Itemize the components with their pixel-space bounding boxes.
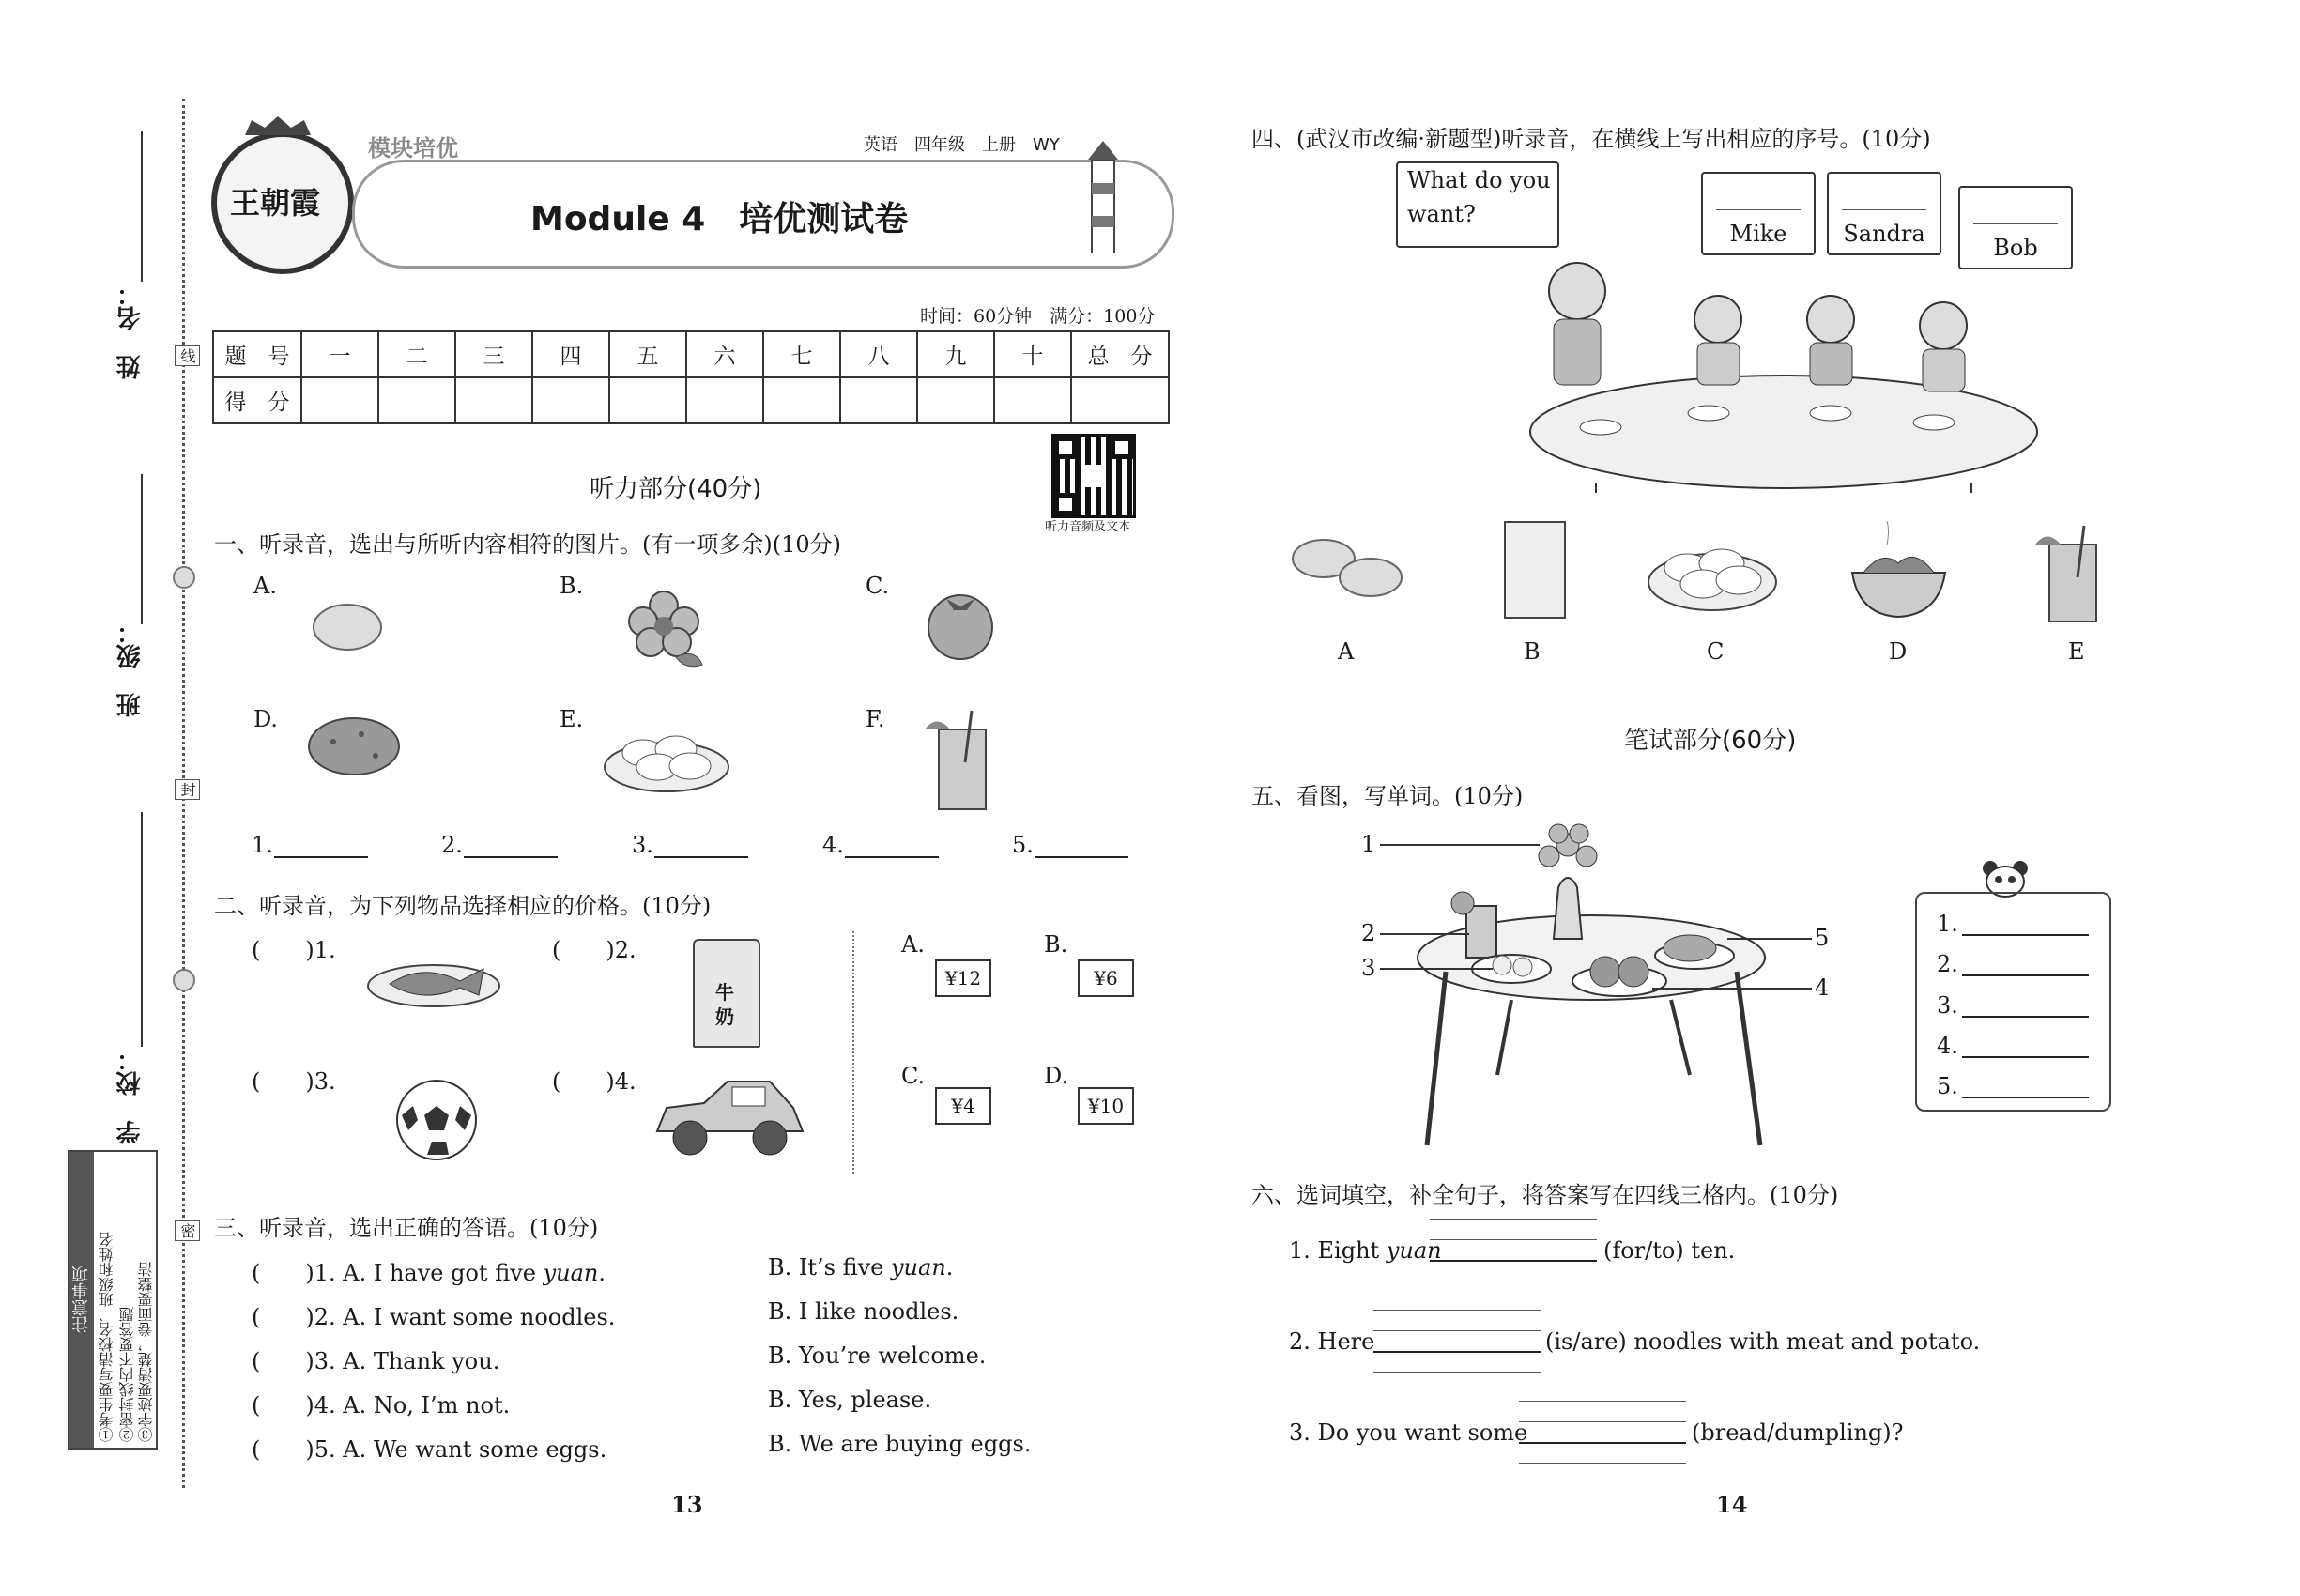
- q1-option-f: F.: [866, 706, 885, 732]
- four-line-grid: [1373, 1310, 1541, 1311]
- q2-title: 二、听录音，为下列物品选择相应的价格。(10分): [214, 893, 712, 919]
- school-field-label: 学 校：: [116, 1047, 145, 1144]
- name-mike: Mike: [1729, 221, 1787, 247]
- score-cell: 五: [609, 331, 686, 377]
- four-line-grid: [1519, 1463, 1686, 1464]
- four-line-grid: [1519, 1401, 1686, 1402]
- time-info: 时间：60分钟 满分：100分: [920, 306, 1156, 327]
- score-cell: 三: [455, 331, 532, 377]
- q3-row-5-a[interactable]: ( )5. A. We want some eggs.: [252, 1436, 607, 1463]
- score-cell: 总 分: [1071, 331, 1169, 377]
- qr-code[interactable]: [1051, 434, 1136, 518]
- score-cell: 四: [532, 331, 609, 377]
- q3-row-3-a[interactable]: ( )3. A. Thank you.: [252, 1348, 500, 1374]
- q1-option-c: C.: [866, 573, 890, 599]
- q1-answer-blank[interactable]: [1035, 856, 1128, 858]
- answer-blank[interactable]: [1962, 1056, 2089, 1058]
- q1-answer-blank[interactable]: [274, 856, 368, 858]
- toy-car-image: [648, 1070, 807, 1164]
- q1-blank-label: 4.: [822, 832, 844, 858]
- brand-logo: [211, 131, 354, 274]
- potato-image: [305, 714, 404, 779]
- q1-option-b: B.: [560, 573, 584, 599]
- page-number-right: 14: [1716, 1491, 1748, 1518]
- callout-line: [1727, 938, 1812, 940]
- q1-option-a: A.: [253, 573, 277, 599]
- notes-item: ①考生要写清校名、班级和姓名: [98, 1232, 115, 1442]
- writing-heading: 笔试部分(60分): [1624, 727, 1797, 755]
- pancake-image: [310, 601, 385, 652]
- score-table: [212, 330, 1170, 424]
- callout-3: 3: [1361, 955, 1376, 981]
- score-cell: 九: [917, 331, 994, 377]
- q6-sentence-1: 1. Eight yuan: [1289, 1237, 1442, 1264]
- logo-text: 王朝霞: [230, 185, 321, 221]
- callout-line: [1380, 933, 1469, 935]
- q1-blank-label: 3.: [632, 832, 653, 858]
- bubble-line: want?: [1407, 201, 1476, 227]
- price-label-b: B.: [1044, 931, 1068, 958]
- q4-option-b: B: [1524, 638, 1541, 665]
- four-line-grid: [1519, 1421, 1686, 1422]
- q4-option-d: D: [1889, 638, 1908, 665]
- cut-mark-line: 线: [175, 345, 200, 366]
- name-field-line[interactable]: [141, 131, 143, 282]
- callout-line: [1380, 968, 1493, 970]
- four-line-grid: [1373, 1330, 1541, 1331]
- notes-item: ③字迹要清楚，卷面要整洁: [137, 1262, 155, 1442]
- price-label-a: A.: [901, 931, 925, 958]
- answer-blank[interactable]: [1962, 1016, 2089, 1018]
- page-number-left: 13: [671, 1491, 703, 1518]
- teacher-speech-bubble: [1396, 161, 1559, 248]
- dumplings-c-image: [1645, 526, 1781, 615]
- score-input[interactable]: [840, 377, 917, 423]
- binding-hole-icon: [173, 969, 195, 991]
- answer-blank[interactable]: [1716, 209, 1801, 210]
- q6-sentence-3: 3. Do you want some: [1289, 1420, 1528, 1446]
- score-cell: 七: [763, 331, 840, 377]
- page-title: Module 4 培优测试卷: [530, 200, 909, 238]
- score-input[interactable]: [763, 377, 840, 423]
- q2-divider: [852, 931, 854, 1174]
- score-cell: 八: [840, 331, 917, 377]
- q3-row-1-a[interactable]: ( )1. A. I have got five yuan.: [252, 1260, 606, 1286]
- four-line-grid: [1430, 1239, 1597, 1240]
- callout-4: 4: [1815, 974, 1830, 1001]
- price-tag-a: ¥12: [935, 959, 991, 997]
- answer-label: 4.: [1937, 1033, 1958, 1059]
- price-tag-b: ¥6: [1078, 959, 1134, 997]
- sandra-speech-bubble: [1827, 172, 1941, 255]
- q1-blank-label: 1.: [252, 832, 273, 858]
- q3-row-2-b: B. I like noodles.: [768, 1298, 959, 1325]
- q3-row-3-b: B. You’re welcome.: [768, 1343, 987, 1369]
- q1-answer-blank[interactable]: [845, 856, 939, 858]
- dumplings-image: [601, 715, 732, 795]
- noodle-bowl-image: [1845, 521, 1953, 624]
- score-input[interactable]: [378, 377, 455, 423]
- q6-answer-1[interactable]: [1430, 1260, 1597, 1262]
- q2-item[interactable]: ( )3.: [252, 1068, 336, 1095]
- score-input[interactable]: [532, 377, 609, 423]
- name-bob: Bob: [1993, 235, 2038, 261]
- q3-row-1-b: B. It’s five yuan.: [768, 1254, 954, 1281]
- cut-mark-seal: 封: [175, 779, 200, 800]
- q1-blank-label: 5.: [1012, 832, 1034, 858]
- listening-heading: 听力部分(40分): [590, 475, 762, 503]
- score-cell: 题 号: [213, 331, 301, 377]
- q6-sentence-2: 2. Here: [1289, 1328, 1375, 1355]
- answer-blank[interactable]: [1842, 209, 1926, 210]
- callout-5: 5: [1815, 925, 1830, 951]
- score-input[interactable]: [1071, 377, 1169, 423]
- notes-item: ②密封线内不要答题: [118, 1307, 136, 1442]
- dining-scene-image: [1521, 249, 2047, 493]
- score-header-row: [213, 331, 1169, 377]
- q3-row-4-b: B. Yes, please.: [768, 1387, 932, 1413]
- milk-carton-b-image: [1504, 521, 1566, 619]
- q6-choices-1: (for/to) ten.: [1603, 1237, 1736, 1264]
- q1-answer-blank[interactable]: [464, 856, 558, 858]
- answer-label: 3.: [1937, 992, 1958, 1019]
- q6-choices-3: (bread/dumpling)?: [1692, 1420, 1904, 1446]
- answer-blank[interactable]: [1962, 934, 2089, 936]
- score-cell: 一: [301, 331, 378, 377]
- q1-option-e: E.: [560, 706, 584, 732]
- class-field-line[interactable]: [141, 474, 143, 624]
- price-label-d: D.: [1044, 1063, 1069, 1089]
- price-label-c: C.: [901, 1063, 926, 1089]
- name-field-label: 姓 名：: [116, 282, 145, 379]
- q1-blank-label: 2.: [441, 832, 463, 858]
- q4-title: 四、(武汉市改编·新题型)听录音，在横线上写出相应的序号。(10分): [1251, 126, 1931, 152]
- q6-answer-3[interactable]: [1519, 1442, 1686, 1444]
- q1-option-d: D.: [253, 706, 279, 732]
- score-input[interactable]: [455, 377, 532, 423]
- school-field-line[interactable]: [141, 812, 143, 1047]
- lighthouse-icon: [1084, 136, 1122, 253]
- q4-option-e: E: [2068, 638, 2085, 665]
- table-scene-image: [1408, 817, 1774, 1150]
- answer-label: 2.: [1937, 951, 1958, 977]
- tomato-image: [918, 582, 1003, 662]
- score-input[interactable]: [994, 377, 1071, 423]
- qr-caption: 听力音频及文本: [1045, 520, 1131, 534]
- juice-image: [920, 706, 1004, 814]
- name-sandra: Sandra: [1843, 221, 1925, 247]
- cut-mark-secret: 密: [175, 1220, 200, 1241]
- q5-title: 五、看图，写单词。(10分): [1251, 783, 1524, 809]
- q6-answer-2[interactable]: [1373, 1351, 1541, 1353]
- callout-1: 1: [1361, 831, 1376, 857]
- q1-title: 一、听录音，选出与所听内容相符的图片。(有一项多余)(10分): [214, 531, 841, 558]
- q6-title: 六、选词填空，补全句子，将答案写在四线三格内。(10分): [1251, 1182, 1839, 1208]
- score-value-row: [213, 377, 1169, 423]
- answer-label: 1.: [1937, 911, 1958, 937]
- series-label: 模块培优: [368, 135, 458, 161]
- q3-row-4-a[interactable]: ( )4. A. No, I’m not.: [252, 1392, 511, 1419]
- football-image: [394, 1078, 479, 1162]
- q3-row-5-b: B. We are buying eggs.: [768, 1431, 1032, 1457]
- callout-2: 2: [1361, 920, 1376, 946]
- callout-line: [1380, 844, 1540, 846]
- crown-icon: [245, 116, 311, 135]
- callout-line: [1652, 988, 1812, 990]
- flower-image: [620, 582, 709, 671]
- price-tag-c: ¥4: [935, 1087, 991, 1125]
- score-cell: 二: [378, 331, 455, 377]
- fish-image: [366, 948, 502, 1009]
- binding-hole-icon: [173, 566, 195, 589]
- q1-answer-blank[interactable]: [654, 856, 748, 858]
- q2-item[interactable]: ( )4.: [552, 1068, 636, 1095]
- four-line-grid: [1373, 1372, 1541, 1373]
- answer-blank[interactable]: [1973, 223, 2058, 224]
- four-line-grid: [1430, 1219, 1597, 1220]
- class-field-label: 班 级：: [116, 620, 145, 717]
- q3-title: 三、听录音，选出正确的答语。(10分): [214, 1215, 599, 1241]
- milk-carton-image: [693, 939, 760, 1048]
- q6-choices-2: (is/are) noodles with meat and potato.: [1545, 1328, 1981, 1355]
- score-cell: 十: [994, 331, 1071, 377]
- answer-label: 5.: [1937, 1073, 1958, 1099]
- q4-option-c: C: [1707, 638, 1725, 665]
- q2-item[interactable]: ( )1.: [252, 937, 336, 963]
- score-input[interactable]: [609, 377, 686, 423]
- milk-label: 牛奶: [715, 981, 734, 1028]
- q2-item[interactable]: ( )2.: [552, 937, 636, 963]
- subject-line: 英语 四年级 上册 WY: [864, 135, 1060, 155]
- juice-e-image: [2032, 521, 2112, 624]
- price-tag-d: ¥10: [1078, 1087, 1134, 1125]
- score-cell: 六: [686, 331, 763, 377]
- notes-box: [68, 1150, 158, 1450]
- notes-title: 注意事项: [69, 1152, 94, 1448]
- score-input[interactable]: [301, 377, 378, 423]
- answer-blank[interactable]: [1962, 974, 2089, 976]
- score-input[interactable]: [917, 377, 994, 423]
- q4-option-a: A: [1338, 638, 1355, 665]
- q3-row-2-a[interactable]: ( )2. A. I want some noodles.: [252, 1304, 616, 1330]
- score-label: 得 分: [213, 377, 301, 423]
- pancakes-image: [1286, 535, 1408, 601]
- bubble-line: What do you: [1407, 167, 1551, 193]
- answer-blank[interactable]: [1962, 1097, 2089, 1098]
- mike-speech-bubble: [1701, 172, 1816, 255]
- score-input[interactable]: [686, 377, 763, 423]
